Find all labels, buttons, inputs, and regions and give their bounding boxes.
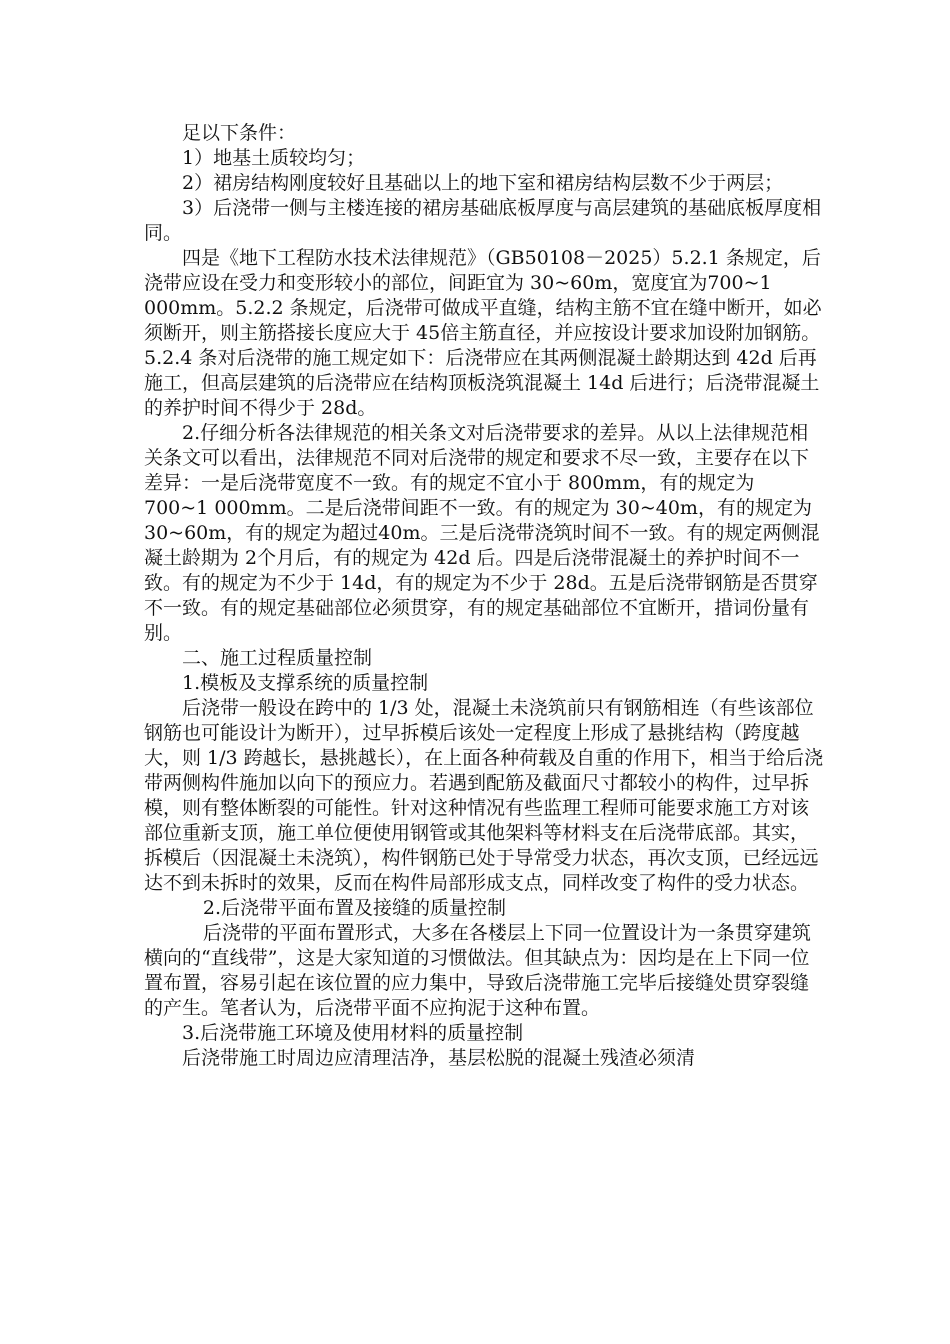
- paragraph: 2）裙房结构刚度较好且基础以上的地下室和裙房结构层数不少于两层；: [182, 172, 784, 194]
- document-body: [144, 121, 824, 1071]
- paragraph: 1）地基土质较均匀；: [182, 147, 366, 169]
- paragraph: 足以下条件：: [182, 122, 297, 144]
- subsection-heading: 2.后浇带平面布置及接缝的质量控制: [202, 897, 507, 919]
- section-heading: 二、施工过程质量控制: [182, 647, 373, 669]
- paragraph: 后浇带的平面布置形式，大多在各楼层上下同一位置设计为一条贯穿建筑横向的“直线带”，这是大家知道的习惯做法。但其缺点为：因均是在上下同一位置布置，容易引起在该位置的应力集中，导致后浇带施工完毕后接缝处贯穿裂缝的产生。笔者认为，后浇带平面不应拘泥于这种布置。: [144, 922, 811, 1019]
- paragraph: 后浇带一般设在跨中的 1/3 处，混凝土未浇筑前只有钢筋相连（有些该部位钢筋也可能设计为断开），过早拆模后该处一定程度上形成了悬挑结构（跨度越大，则 1/3 跨越长，悬挑越长），在上面各种荷载及自重的作用下，相当于给后浇带两侧构件施加以向下的预应力。若遇到配筋及截面尺寸都较小的构件，过早拆模，则有整体断裂的可能性。针对这种情况有些监理工程师可能要求施工方对该部位重新支顶，施工单位便使用钢管或其他架料等材料支在后浇带底部。其实，拆模后（因混凝土未浇筑），构件钢筋已处于导常受力状态，再次支顶，已经远远达不到未拆时的效果，反而在构件局部形成支点，同样改变了构件的受力状态。: [144, 697, 824, 894]
- paragraph: 2.仔细分析各法律规范的相关条文对后浇带要求的差异。从以上法律规范相关条文可以看出，法律规范不同对后浇带的规定和要求不尽一致，主要存在以下差异：一是后浇带宽度不一致。有的规定不宜小于 800mm，有的规定为 700~1 000mm。二是后浇带间距不一致。有的规定为 30~40m，有的规定为 30~60m，有的规定为超过40m。三是后浇带浇筑时间不一致。有的规定两侧混凝土龄期为 2个月后，有的规定为 42d 后。四是后浇带混凝土的养护时间不一致。有的规定为不少于 14d，有的规定为不少于 28d。五是后浇带钢筋是否贯穿不一致。有的规定基础部位必须贯穿，有的规定基础部位不宜断开，措词份量有别。: [144, 422, 820, 644]
- paragraph: 四是《地下工程防水技术法律规范》（GB50108－2025）5.2.1 条规定，后浇带应设在受力和变形较小的部位，间距宜为 30~60m，宽度宜为700~1 000mm。5.2.2 条规定，后浇带可做成平直缝，结构主筋不宜在缝中断开，如必须断开，则主筋搭接长度应大于 45倍主筋直径，并应按设计要求加设附加钢筋。5.2.4 条对后浇带的施工规定如下：后浇带应在其两侧混凝土龄期达到 42d 后再施工，但高层建筑的后浇带应在结构顶板浇筑混凝土 14d 后进行；后浇带混凝土的养护时间不得少于 28d。: [144, 247, 822, 419]
- subsection-heading: 1.模板及支撑系统的质量控制: [182, 672, 429, 694]
- subsection-heading: 3.后浇带施工环境及使用材料的质量控制: [182, 1022, 524, 1044]
- paragraph: 3）后浇带一侧与主楼连接的裙房基础底板厚度与高层建筑的基础底板厚度相同。: [144, 197, 822, 244]
- paragraph: 后浇带施工时周边应清理洁净，基层松脱的混凝土残渣必须清: [182, 1047, 696, 1069]
